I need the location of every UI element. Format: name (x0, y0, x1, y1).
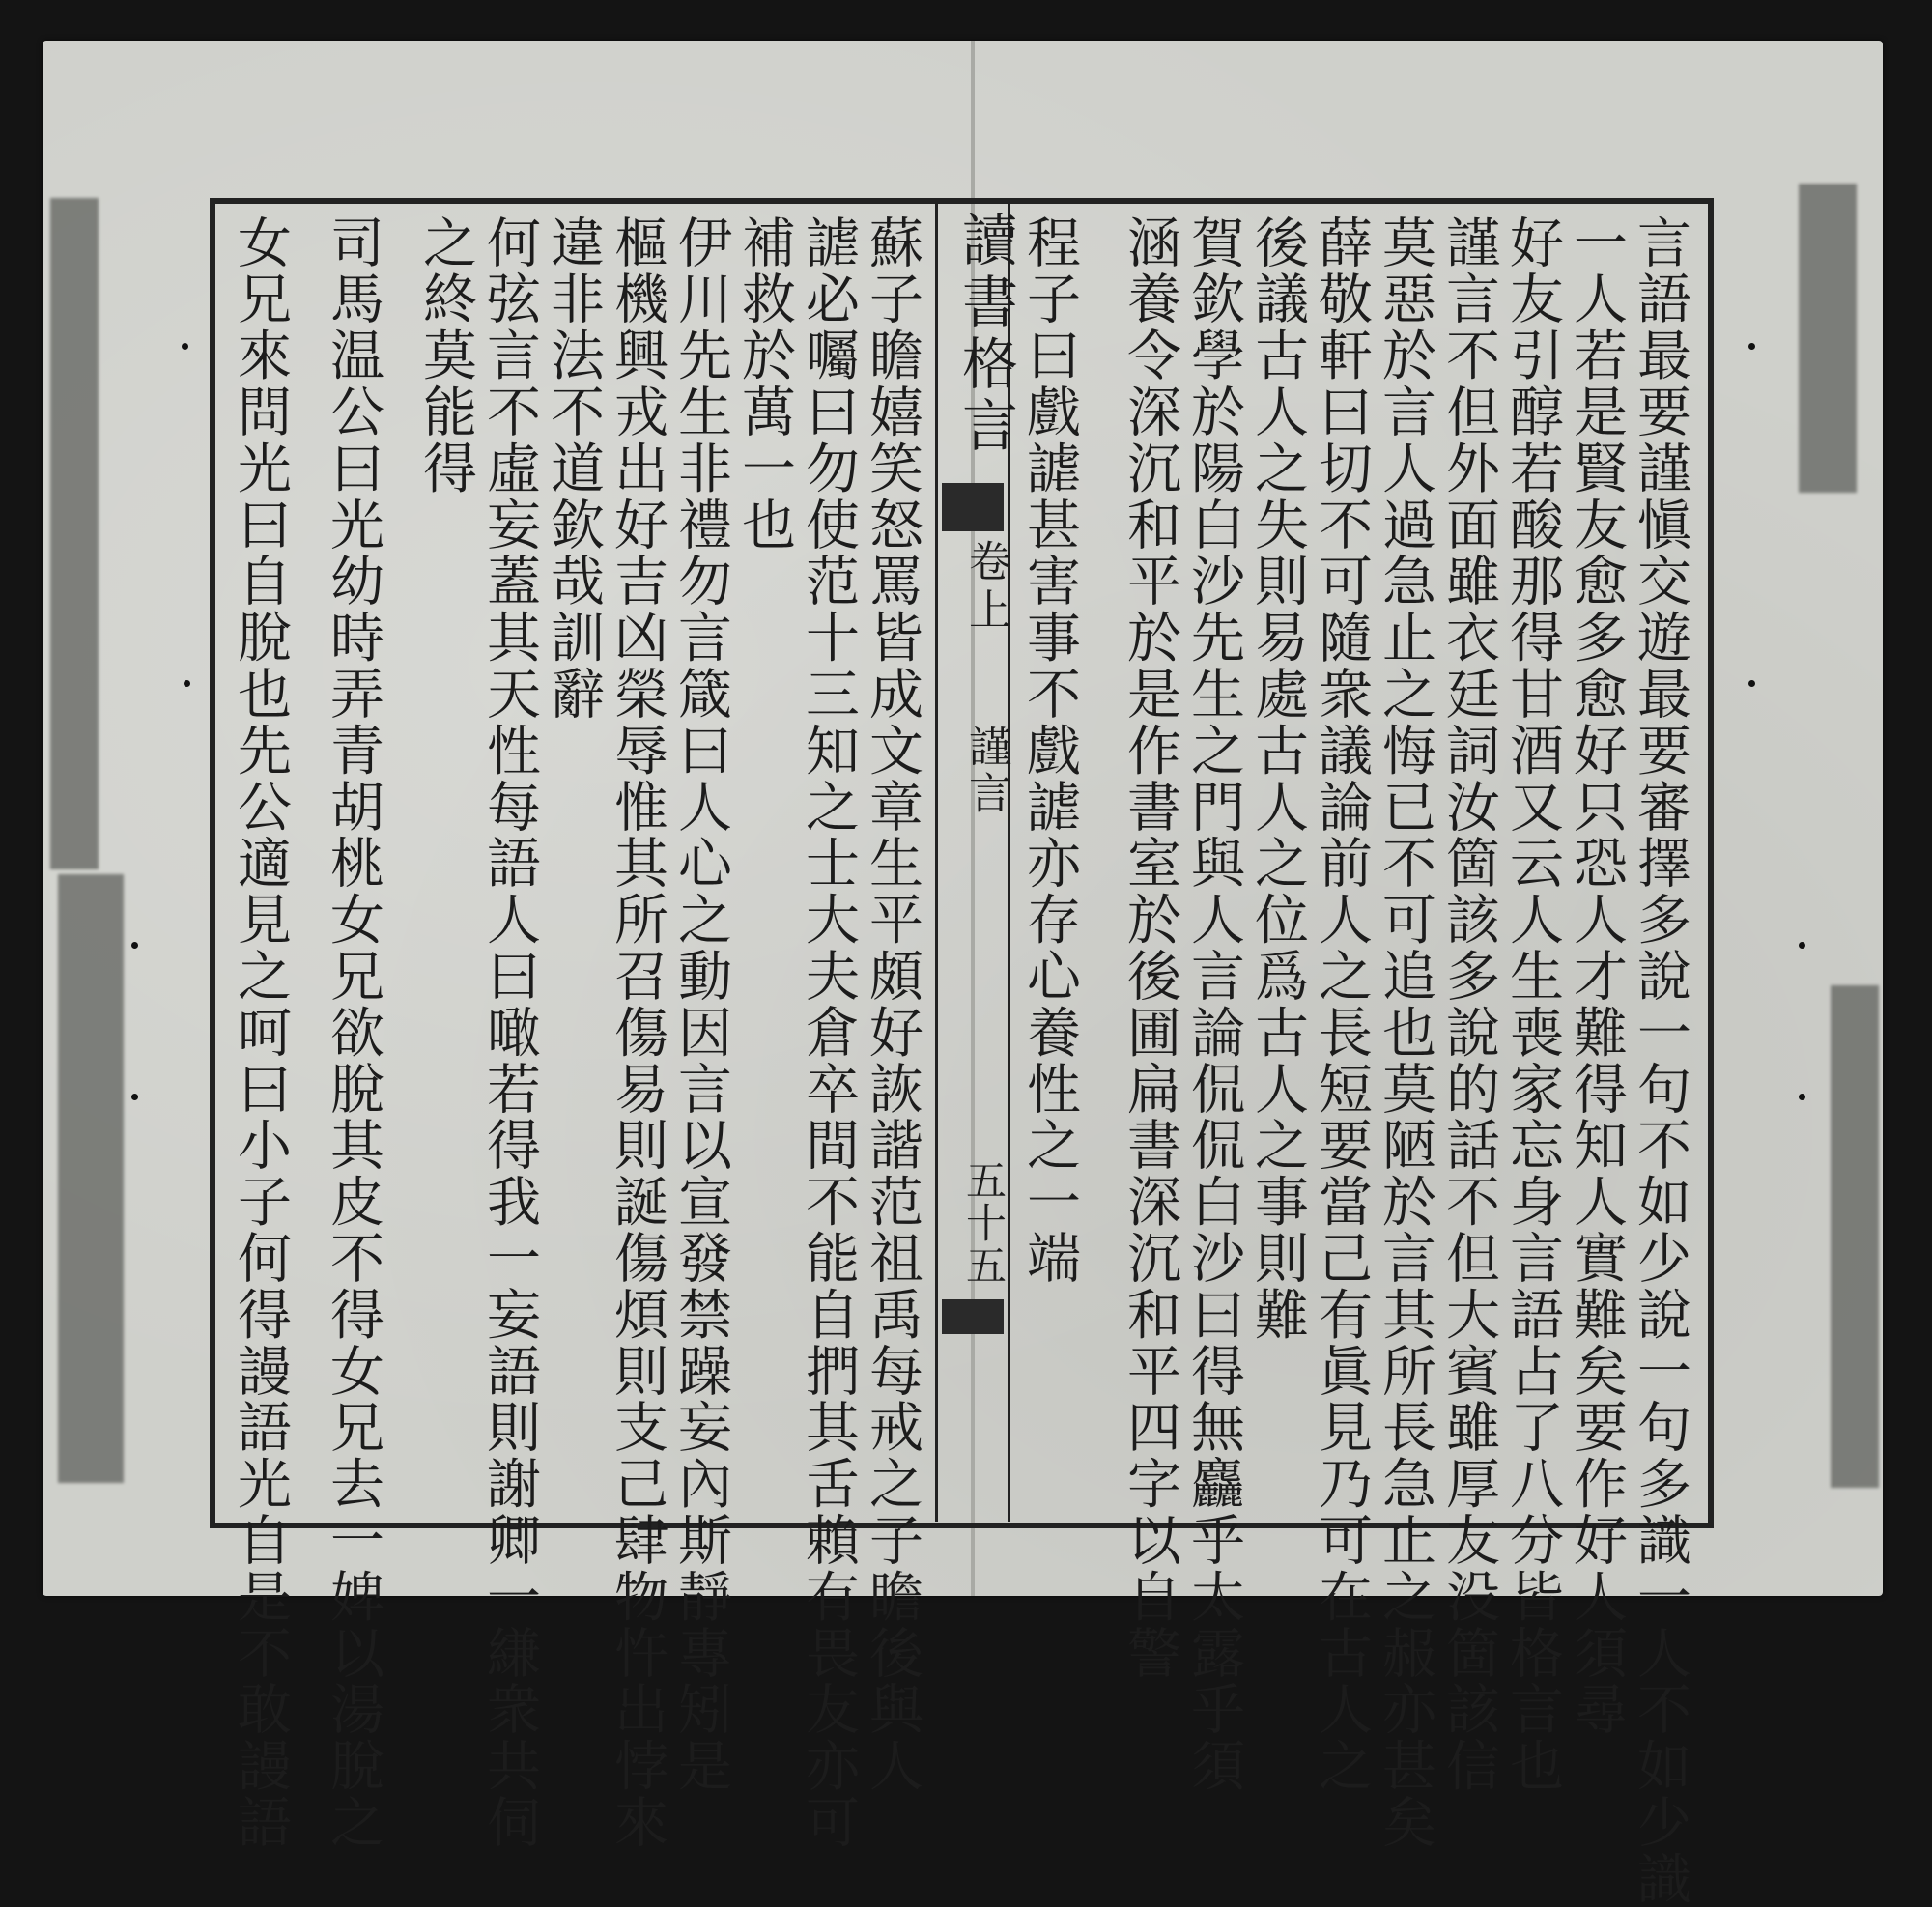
text-column-12: 謔必囑曰勿使范十三知之士大夫倉卒間不能自捫其舌賴有畏友亦可 (797, 214, 860, 1851)
text-column-20: 女兄來問光曰自脫也先公適見之呵曰小子何得謾語光自是不敢謾語 (229, 214, 292, 1851)
text-column-8: 賀欽學於陽白沙先生之門與人言論侃侃白沙曰得無麤乎太露乎須 (1182, 214, 1245, 1795)
binding-hole (131, 1094, 138, 1100)
text-column-19: 司馬温公曰光幼時弄青胡桃女兄欲脫其皮不得女兄去一婢以湯脫之 (322, 214, 384, 1851)
black-band-upper (942, 483, 1004, 531)
text-column-9: 涵養令深沉和平於是作書室於後圃扁書深沉和平四字以自警 (1119, 214, 1181, 1682)
center-rule-left (935, 198, 938, 1522)
text-column-16: 違非法不道欽哉訓辭 (542, 214, 605, 723)
section-label: 謹言 (961, 725, 1010, 817)
book-title: 讀書格言 (952, 211, 1018, 458)
leaf-number: 五十五 (960, 1159, 1008, 1287)
text-column-10: 程子曰戲謔甚害事不戲謔亦存心養性之一端 (1018, 214, 1081, 1287)
binding-hole (182, 343, 188, 350)
text-column-18: 之終莫能得 (414, 214, 477, 497)
text-column-15: 樞機興戎出好吉凶榮辱惟其所召傷易則誕傷煩則支己肆物忤出悖來 (606, 214, 668, 1851)
text-column-6: 薛敬軒曰切不可隨衆議論前人之長短要當己有眞見乃可在古人之 (1310, 214, 1373, 1795)
black-band-lower (942, 1299, 1004, 1334)
binding-hole (184, 680, 190, 687)
binding-hole (1748, 343, 1755, 350)
text-column-13: 補救於萬一也 (733, 214, 796, 554)
text-column-7: 後議古人之失則易處古人之位爲古人之事則難 (1246, 214, 1309, 1343)
ink-smudge-right-bottom (1831, 985, 1879, 1488)
binding-hole (1748, 680, 1755, 687)
ink-smudge-left-bottom (58, 874, 124, 1483)
text-column-11: 蘇子瞻嬉笑怒罵皆成文章生平頗好詼諧范祖禹每戒之子瞻後與人 (861, 214, 923, 1795)
text-column-14: 伊川先生非禮勿言箴曰人心之動因言以宣發禁躁妄內斯靜專矧是 (669, 214, 732, 1795)
binding-hole (131, 942, 138, 949)
text-column-3: 好友引醇若酸那得甘酒又云人生喪家忘身言語占了八分皆格言也 (1501, 214, 1564, 1795)
ink-smudge-left-top (50, 198, 99, 869)
text-column-4: 謹言不但外面雖衣廷詞汝箇該多說的話不但大賓雖厚友没箇該信 (1437, 214, 1500, 1795)
text-column-2: 一人若是賢友愈多愈好只恐人才難得知人實難矣要作好人須尋 (1565, 214, 1628, 1738)
ink-smudge-right-top (1799, 184, 1857, 493)
binding-hole (1799, 942, 1805, 949)
text-column-1: 言語最要謹愼交遊最要審擇多說一句不如少說一句多識一人不如少識 (1629, 214, 1691, 1907)
text-column-17: 何弦言不虛妄蓋其天性每語人曰噉若得我一妄語則謝卿一縑衆共伺 (478, 214, 541, 1851)
binding-hole (1799, 1094, 1805, 1100)
text-column-5: 莫惡於言人過急止之悔已不可追也莫陋於言其所長急止之赧亦甚矣 (1374, 214, 1436, 1851)
volume-label: 卷上 (961, 539, 1010, 636)
